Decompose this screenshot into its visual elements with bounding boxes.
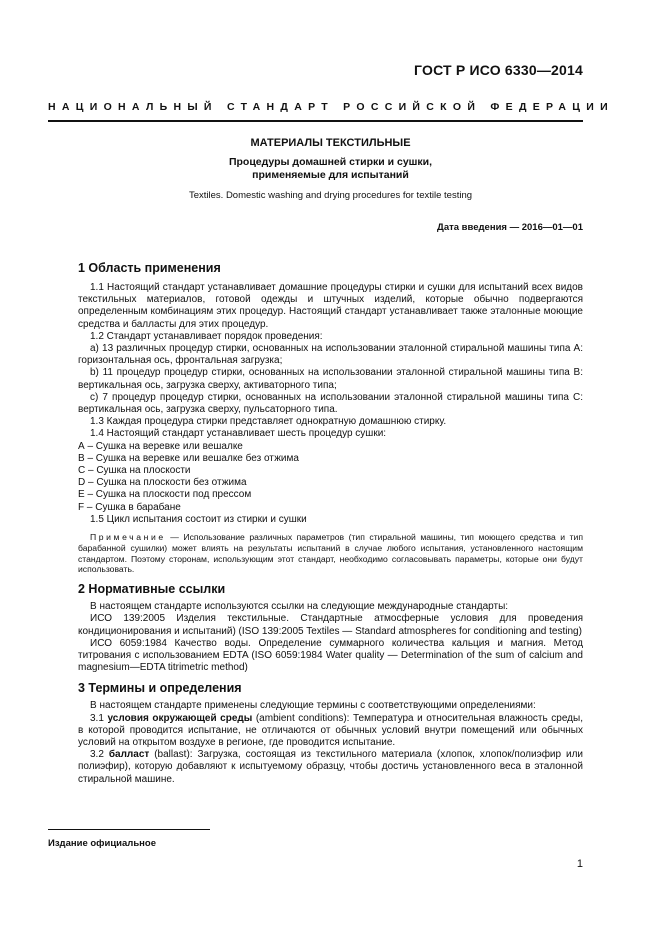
paragraph-1-1: 1.1 Настоящий стандарт устанавливает домашние процедуры стирки и сушки для испытаний всех видов текстильных материалов, готовой одежды и штучных изделий, которые обычно подвергаются определенным комбинациям этих процедур. Настоящий стандарт устанавливает также эталонные моющие средства и балласты для этих процедур. xyxy=(78,282,583,330)
paragraph-1-5: 1.5 Цикл испытания состоит из стирки и сушки xyxy=(90,513,307,525)
paragraph-1-4: 1.4 Настоящий стандарт устанавливает шесть процедур сушки: xyxy=(90,428,387,440)
introduction-date: Дата введения — 2016—01—01 xyxy=(437,222,583,233)
english-title: Textiles. Domestic washing and drying procedures for textile testing xyxy=(188,190,473,201)
drying-item: D – Сушка на плоскости без отжима xyxy=(78,477,247,489)
note-label: Примечание xyxy=(90,532,166,543)
gost-code: ГОСТ Р ИСО 6330—2014 xyxy=(414,62,583,78)
drying-item: F – Сушка в барабане xyxy=(78,501,181,513)
paragraph-1-2-b: b) 11 процедур процедур стирки, основанных на использовании эталонной стиральной машины типа В: вертикальная ось, загрузка сверху, активаторного типа; xyxy=(78,367,583,391)
term-name: условия окружающей среды xyxy=(107,712,253,724)
paragraph-1-2: 1.2 Стандарт устанавливает порядок проведения: xyxy=(90,330,323,342)
edition-label: Издание официальное xyxy=(48,838,156,849)
term-number: 3.2 xyxy=(90,749,109,761)
term-number: 3.1 xyxy=(90,712,108,724)
reference-iso-6059: ИСО 6059:1984 Качество воды. Определение суммарного количества кальция и магния. Метод титрования с использованием EDTA (ISO 6059:1984 Water quality — Determination of the sum of calcium and magnesium—EDTA titrimetric method) xyxy=(78,637,583,674)
document-body xyxy=(78,259,583,786)
section-2-heading: 2 Нормативные ссылки xyxy=(78,582,226,597)
drying-item: С – Сушка на плоскости xyxy=(78,465,191,477)
page-number: 1 xyxy=(576,858,583,870)
section-1-heading: 1 Область применения xyxy=(78,261,221,275)
document-title: МАТЕРИАЛЫ ТЕКСТИЛЬНЫЕ xyxy=(250,137,411,149)
section-3-intro: В настоящем стандарте применены следующие термины с соответствующими определениями: xyxy=(90,700,536,712)
term-definition: (ballast): Загрузка, состоящая из текстильного материала (хлопок, хлопок/полиэфир или полиэфир), которую добавляют к испытуемому образцу, чтобы достичь установленного веса в эталонной стиральной машине. xyxy=(78,749,584,785)
header-divider xyxy=(48,120,583,122)
drying-item: Е – Сушка на плоскости под прессом xyxy=(78,489,252,501)
term-name: балласт xyxy=(108,749,150,761)
note xyxy=(78,532,583,575)
paragraph-1-3: 1.3 Каждая процедура стирки представляет однократную домашнюю стирку. xyxy=(90,416,447,428)
footer-divider xyxy=(48,829,210,830)
drying-item: А – Сушка на веревке или вешалке xyxy=(78,440,243,452)
term-3-2 xyxy=(78,749,583,786)
term-definition: (ambient conditions): Температура и относительная влажность среды, в которой проводится испытание, не отличаются от обычных условий внутри помещений или обычных условий на открытом воздухе в регионе, где проводится испытание. xyxy=(78,712,583,749)
subtitle-line-1: Процедуры домашней стирки и сушки, xyxy=(228,156,433,168)
paragraph-1-2-a: a) 13 различных процедур стирки, основанных на использовании эталонной стиральной машины типа А: горизонтальная ось, фронтальная загрузка; xyxy=(78,343,583,367)
section-2-intro: В настоящем стандарте используются ссылки на следующие международные стандарты: xyxy=(90,601,509,613)
subtitle-line-2: применяемые для испытаний xyxy=(252,169,409,181)
term-3-1 xyxy=(78,713,583,750)
national-standard-banner: НАЦИОНАЛЬНЫЙ СТАНДАРТ РОССИЙСКОЙ ФЕДЕРАЦИИ xyxy=(48,101,614,113)
note-text: — Использование различных параметров (тип стиральной машины, тип моющего средства и тип барабанной сушилки) может влиять на результаты испытаний в случае любого испытания, установленного настоящим стандартом. Поэтому сторонам, использующим этот стандарт, необходимо согласовывать параметры, которые они будут использовать. xyxy=(78,532,583,575)
drying-item: В – Сушка на веревке или вешалке без отжима xyxy=(78,452,299,464)
document-subtitle xyxy=(0,156,661,182)
section-3-heading: 3 Термины и определения xyxy=(78,681,242,696)
reference-iso-139: ИСО 139:2005 Изделия текстильные. Стандартные атмосферные условия для проведения кондиционирования и испытаний) (ISO 139:2005 Textiles — Standard atmospheres for conditioning and testing) xyxy=(78,613,583,637)
paragraph-1-2-c: c) 7 процедур процедур стирки, основанных на использовании эталонной стиральной машины типа С: вертикальная ось, загрузка сверху, пульсаторного типа. xyxy=(78,391,583,416)
